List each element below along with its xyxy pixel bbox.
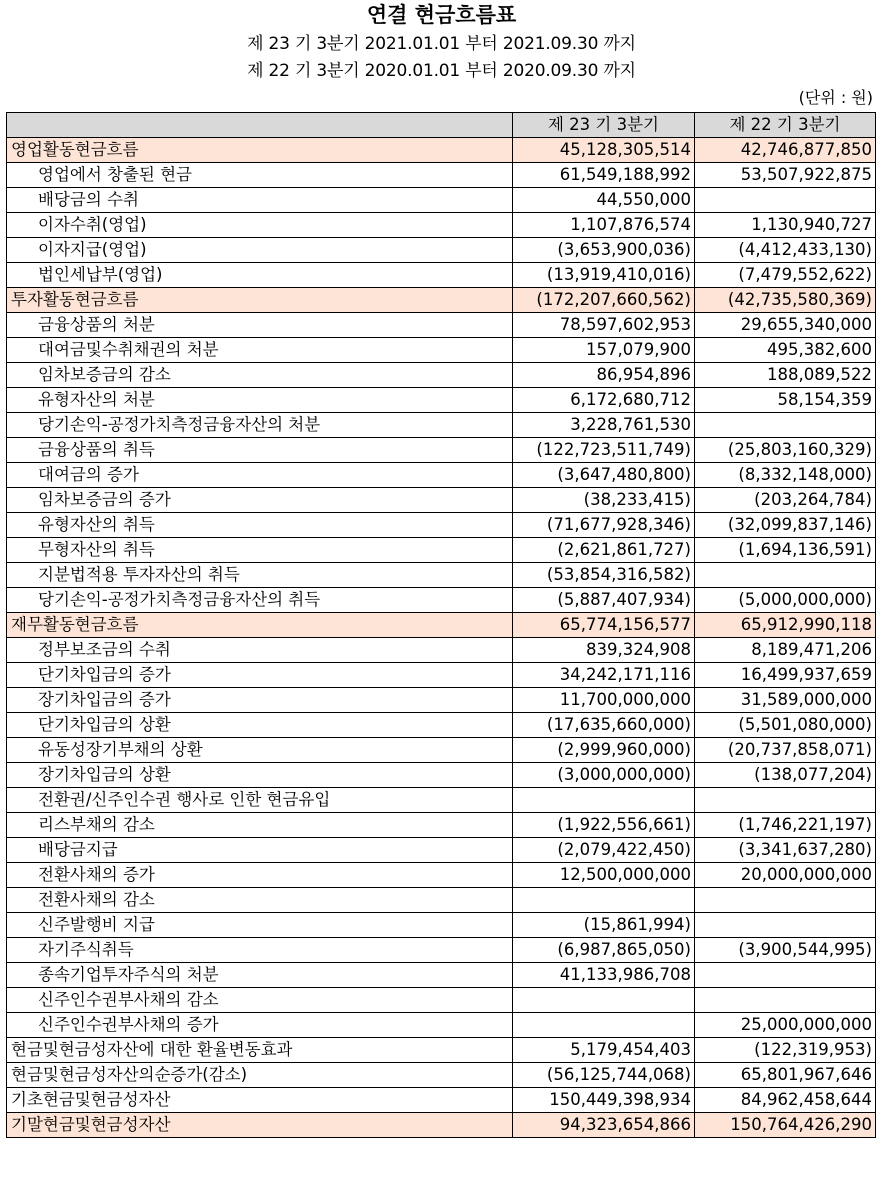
- value-current-period: [513, 888, 695, 913]
- value-current-period: (172,207,660,562): [513, 288, 695, 313]
- row-label: 기초현금및현금성자산: [7, 1088, 513, 1113]
- value-current-period: (38,233,415): [513, 488, 695, 513]
- table-row: [7, 963, 876, 988]
- row-label: 당기손익-공정가치측정금융자산의 취득: [7, 588, 513, 613]
- table-row: [7, 588, 876, 613]
- row-label: 자기주식취득: [7, 938, 513, 963]
- value-previous-period: [695, 913, 876, 938]
- row-label: 단기차입금의 증가: [7, 663, 513, 688]
- value-current-period: (2,999,960,000): [513, 738, 695, 763]
- value-previous-period: 31,589,000,000: [695, 688, 876, 713]
- row-label: 이자지급(영업): [7, 238, 513, 263]
- value-current-period: 86,954,896: [513, 363, 695, 388]
- row-label: 유형자산의 취득: [7, 513, 513, 538]
- value-current-period: (2,621,861,727): [513, 538, 695, 563]
- table-row: [7, 638, 876, 663]
- table-row: [7, 338, 876, 363]
- row-label: 장기차입금의 증가: [7, 688, 513, 713]
- value-previous-period: (7,479,552,622): [695, 263, 876, 288]
- value-previous-period: [695, 988, 876, 1013]
- table-row: [7, 238, 876, 263]
- row-label: 신주발행비 지급: [7, 913, 513, 938]
- table-row: [7, 663, 876, 688]
- value-current-period: 3,228,761,530: [513, 413, 695, 438]
- row-label: 재무활동현금흐름: [7, 613, 513, 638]
- row-label: 현금및현금성자산에 대한 환율변동효과: [7, 1038, 513, 1063]
- value-previous-period: (1,746,221,197): [695, 813, 876, 838]
- table-row: [7, 688, 876, 713]
- table-row: [7, 138, 876, 163]
- row-label: 배당금의 수취: [7, 188, 513, 213]
- value-current-period: (71,677,928,346): [513, 513, 695, 538]
- unit-label: (단위 : 원): [798, 88, 873, 107]
- value-previous-period: 1,130,940,727: [695, 213, 876, 238]
- row-label: 유동성장기부채의 상환: [7, 738, 513, 763]
- value-previous-period: (138,077,204): [695, 763, 876, 788]
- value-previous-period: [695, 563, 876, 588]
- value-previous-period: [695, 788, 876, 813]
- row-label: 단기차입금의 상환: [7, 713, 513, 738]
- row-label: 법인세납부(영업): [7, 263, 513, 288]
- row-label: 현금및현금성자산의순증가(감소): [7, 1063, 513, 1088]
- table-row: [7, 463, 876, 488]
- value-current-period: (3,647,480,800): [513, 463, 695, 488]
- value-current-period: (53,854,316,582): [513, 563, 695, 588]
- value-previous-period: (203,264,784): [695, 488, 876, 513]
- table-row: [7, 538, 876, 563]
- table-row: [7, 413, 876, 438]
- table-row: [7, 613, 876, 638]
- table-row: [7, 313, 876, 338]
- table-row: [7, 788, 876, 813]
- row-label: 영업활동현금흐름: [7, 138, 513, 163]
- table-row: [7, 1113, 876, 1138]
- value-previous-period: 16,499,937,659: [695, 663, 876, 688]
- value-current-period: (56,125,744,068): [513, 1063, 695, 1088]
- cash-flow-table: [6, 112, 876, 1138]
- value-current-period: (3,000,000,000): [513, 763, 695, 788]
- table-row: [7, 863, 876, 888]
- row-label: 리스부채의 감소: [7, 813, 513, 838]
- table-row: [7, 388, 876, 413]
- value-previous-period: (1,694,136,591): [695, 538, 876, 563]
- row-label: 전환권/신주인수권 행사로 인한 현금유입: [7, 788, 513, 813]
- value-previous-period: (42,735,580,369): [695, 288, 876, 313]
- table-row: [7, 938, 876, 963]
- table-row: [7, 1063, 876, 1088]
- row-label: 지분법적용 투자자산의 취득: [7, 563, 513, 588]
- table-row: [7, 263, 876, 288]
- row-label: 금융상품의 처분: [7, 313, 513, 338]
- value-previous-period: (3,900,544,995): [695, 938, 876, 963]
- value-current-period: 34,242,171,116: [513, 663, 695, 688]
- value-previous-period: (8,332,148,000): [695, 463, 876, 488]
- value-current-period: (5,887,407,934): [513, 588, 695, 613]
- table-row: [7, 438, 876, 463]
- value-previous-period: [695, 188, 876, 213]
- row-label: 당기손익-공정가치측정금융자산의 처분: [7, 413, 513, 438]
- table-row: [7, 763, 876, 788]
- value-current-period: (13,919,410,016): [513, 263, 695, 288]
- value-current-period: 150,449,398,934: [513, 1088, 695, 1113]
- value-current-period: 41,133,986,708: [513, 963, 695, 988]
- value-current-period: 78,597,602,953: [513, 313, 695, 338]
- value-previous-period: (4,412,433,130): [695, 238, 876, 263]
- row-label: 임차보증금의 증가: [7, 488, 513, 513]
- table-row: [7, 563, 876, 588]
- value-current-period: (122,723,511,749): [513, 438, 695, 463]
- table-row: [7, 213, 876, 238]
- value-previous-period: (122,319,953): [695, 1038, 876, 1063]
- table-row: [7, 363, 876, 388]
- header-previous-period: 제 22 기 3분기: [695, 113, 876, 138]
- value-current-period: 44,550,000: [513, 188, 695, 213]
- value-current-period: (2,079,422,450): [513, 838, 695, 863]
- table-row: [7, 738, 876, 763]
- value-previous-period: 84,962,458,644: [695, 1088, 876, 1113]
- statement-title: 연결 현금흐름표: [366, 3, 517, 27]
- row-label: 투자활동현금흐름: [7, 288, 513, 313]
- value-current-period: 12,500,000,000: [513, 863, 695, 888]
- value-previous-period: 188,089,522: [695, 363, 876, 388]
- row-label: 영업에서 창출된 현금: [7, 163, 513, 188]
- value-previous-period: 495,382,600: [695, 338, 876, 363]
- row-label: 종속기업투자주식의 처분: [7, 963, 513, 988]
- value-previous-period: [695, 963, 876, 988]
- row-label: 기말현금및현금성자산: [7, 1113, 513, 1138]
- value-current-period: 6,172,680,712: [513, 388, 695, 413]
- table-row: [7, 488, 876, 513]
- header-current-period: 제 23 기 3분기: [513, 113, 695, 138]
- table-body: [7, 138, 876, 1138]
- value-previous-period: 25,000,000,000: [695, 1013, 876, 1038]
- value-previous-period: 65,801,967,646: [695, 1063, 876, 1088]
- row-label: 장기차입금의 상환: [7, 763, 513, 788]
- value-previous-period: (5,000,000,000): [695, 588, 876, 613]
- value-current-period: (15,861,994): [513, 913, 695, 938]
- row-label: 배당금지급: [7, 838, 513, 863]
- row-label: 대여금의 증가: [7, 463, 513, 488]
- row-label: 전환사채의 증가: [7, 863, 513, 888]
- table-row: [7, 1013, 876, 1038]
- value-current-period: 61,549,188,992: [513, 163, 695, 188]
- value-previous-period: (20,737,858,071): [695, 738, 876, 763]
- value-previous-period: 53,507,922,875: [695, 163, 876, 188]
- table-row: [7, 813, 876, 838]
- value-current-period: 839,324,908: [513, 638, 695, 663]
- table-row: [7, 988, 876, 1013]
- value-previous-period: (3,341,637,280): [695, 838, 876, 863]
- value-previous-period: 29,655,340,000: [695, 313, 876, 338]
- value-previous-period: (5,501,080,000): [695, 713, 876, 738]
- table-row: [7, 513, 876, 538]
- value-current-period: (3,653,900,036): [513, 238, 695, 263]
- value-previous-period: (32,099,837,146): [695, 513, 876, 538]
- row-label: 임차보증금의 감소: [7, 363, 513, 388]
- table-row: [7, 1088, 876, 1113]
- row-label: 신주인수권부사채의 감소: [7, 988, 513, 1013]
- table-row: [7, 913, 876, 938]
- table-header-row: [7, 113, 876, 138]
- header-account: [7, 113, 513, 138]
- table-row: [7, 888, 876, 913]
- period-current: 제 23 기 3분기 2021.01.01 부터 2021.09.30 까지: [247, 34, 636, 54]
- value-current-period: 11,700,000,000: [513, 688, 695, 713]
- row-label: 신주인수권부사채의 증가: [7, 1013, 513, 1038]
- table-row: [7, 163, 876, 188]
- value-current-period: (1,922,556,661): [513, 813, 695, 838]
- row-label: 유형자산의 처분: [7, 388, 513, 413]
- table-row: [7, 713, 876, 738]
- value-current-period: [513, 988, 695, 1013]
- period-previous: 제 22 기 3분기 2020.01.01 부터 2020.09.30 까지: [247, 61, 636, 81]
- value-current-period: 1,107,876,574: [513, 213, 695, 238]
- value-current-period: (6,987,865,050): [513, 938, 695, 963]
- value-current-period: (17,635,660,000): [513, 713, 695, 738]
- value-previous-period: 8,189,471,206: [695, 638, 876, 663]
- value-current-period: [513, 1013, 695, 1038]
- row-label: 금융상품의 취득: [7, 438, 513, 463]
- table-row: [7, 188, 876, 213]
- value-previous-period: [695, 413, 876, 438]
- row-label: 무형자산의 취득: [7, 538, 513, 563]
- value-previous-period: [695, 888, 876, 913]
- value-current-period: 5,179,454,403: [513, 1038, 695, 1063]
- value-previous-period: 150,764,426,290: [695, 1113, 876, 1138]
- value-current-period: 65,774,156,577: [513, 613, 695, 638]
- value-current-period: 94,323,654,866: [513, 1113, 695, 1138]
- table-row: [7, 1038, 876, 1063]
- value-previous-period: 20,000,000,000: [695, 863, 876, 888]
- value-previous-period: 65,912,990,118: [695, 613, 876, 638]
- value-previous-period: 42,746,877,850: [695, 138, 876, 163]
- row-label: 대여금및수취채권의 처분: [7, 338, 513, 363]
- value-current-period: 157,079,900: [513, 338, 695, 363]
- value-previous-period: 58,154,359: [695, 388, 876, 413]
- row-label: 이자수취(영업): [7, 213, 513, 238]
- row-label: 전환사채의 감소: [7, 888, 513, 913]
- value-current-period: [513, 788, 695, 813]
- table-row: [7, 288, 876, 313]
- row-label: 정부보조금의 수취: [7, 638, 513, 663]
- table-row: [7, 838, 876, 863]
- value-previous-period: (25,803,160,329): [695, 438, 876, 463]
- value-current-period: 45,128,305,514: [513, 138, 695, 163]
